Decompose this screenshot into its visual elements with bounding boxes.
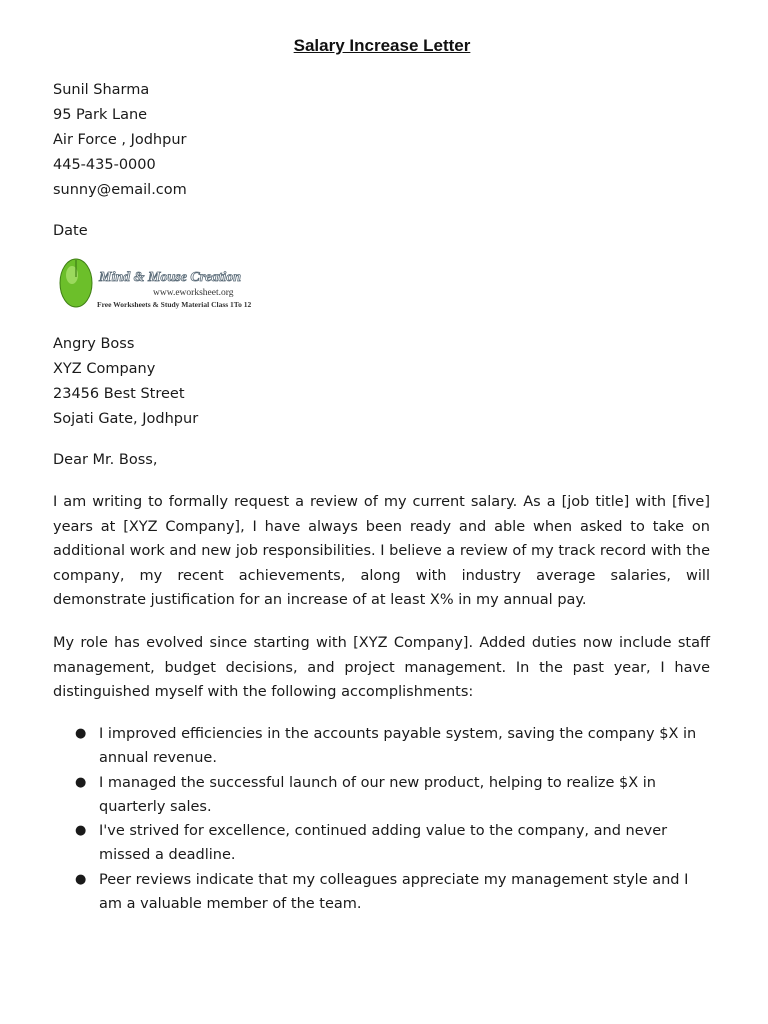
green-mouse-icon	[60, 259, 92, 307]
sender-address-line2: Air Force , Jodhpur	[53, 132, 187, 148]
sender-address-line1: 95 Park Lane	[53, 107, 148, 123]
logo-brand: Mind & Mouse Creation	[99, 270, 241, 285]
sender-email: sunny@email.com	[53, 182, 187, 198]
recipient-street: 23456 Best Street	[53, 386, 185, 402]
list-item-text: I managed the successful launch of our new product, helping to realize $X in quarterly sales.	[99, 774, 656, 815]
sender-name: Sunil Sharma	[53, 82, 150, 98]
bullet-icon: ●	[75, 823, 87, 839]
letter-title: Salary Increase Letter	[293, 36, 471, 55]
list-item	[53, 868, 713, 917]
paragraph-2: My role has evolved since starting with [XYZ Company]. Added duties now include staff management, budget decisions, and project management. In the past year, I have distinguished myself with the following accomplishments:	[53, 635, 710, 700]
recipient-city: Sojati Gate, Jodhpur	[53, 411, 199, 427]
bullet-icon: ●	[75, 774, 87, 790]
recipient-block	[53, 332, 198, 432]
list-item	[53, 771, 713, 820]
list-item-text: I improved efficiencies in the accounts payable system, saving the company $X in annual revenue.	[99, 726, 697, 767]
list-item	[53, 819, 713, 868]
recipient-name: Angry Boss	[53, 336, 135, 352]
logo-tagline: Free Worksheets & Study Material Class 1To 12	[97, 300, 252, 309]
list-item	[53, 722, 713, 771]
recipient-company: XYZ Company	[53, 361, 156, 377]
sender-block	[53, 78, 187, 203]
brand-logo	[55, 257, 295, 311]
salutation	[53, 448, 157, 473]
sender-phone: 445-435-0000	[53, 157, 156, 173]
accomplishments-list	[53, 722, 713, 916]
date-label: Date	[53, 223, 88, 239]
logo-url: www.eworksheet.org	[153, 288, 234, 298]
date-block	[53, 219, 88, 244]
list-item-text: Peer reviews indicate that my colleagues appreciate my management style and I am a valuable member of the team.	[99, 871, 689, 913]
salutation-text: Dear Mr. Boss,	[53, 452, 158, 468]
bullet-icon: ●	[75, 871, 87, 887]
list-item-text: I've strived for excellence, continued adding value to the company, and never missed a deadline.	[99, 823, 668, 864]
paragraph-1: I am writing to formally request a review of my current salary. As a [job title] with [five] years at [XYZ Company], I have always been ready and able when asked to take on additional work and new job responsibilities. I believe a review of my track record with the company, my recent achievements, along with industry average salaries, will demonstrate justification for an increase of at least X% in my annual pay.	[53, 494, 710, 608]
bullet-icon: ●	[75, 726, 87, 741]
